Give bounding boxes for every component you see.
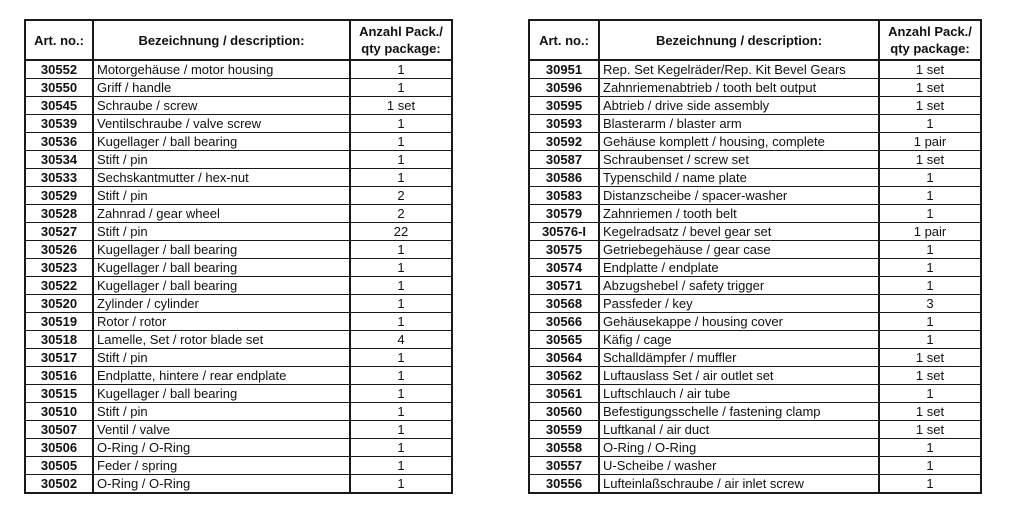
description-cell: Käfig / cage: [599, 331, 879, 349]
quantity-cell: 1: [879, 205, 981, 223]
art-number-cell: 30595: [529, 97, 599, 115]
table-row: [25, 205, 452, 223]
table-row: [25, 79, 452, 97]
art-number-cell: 30571: [529, 277, 599, 295]
description-cell: Getriebegehäuse / gear case: [599, 241, 879, 259]
quantity-cell: 3: [879, 295, 981, 313]
table-row: [25, 403, 452, 421]
art-no-header: Art. no.:: [529, 20, 599, 60]
art-number-cell: 30516: [25, 367, 93, 385]
art-number-cell: 30568: [529, 295, 599, 313]
quantity-cell: 1: [350, 133, 452, 151]
table-row: [25, 259, 452, 277]
quantity-cell: 1 set: [879, 349, 981, 367]
description-cell: Blasterarm / blaster arm: [599, 115, 879, 133]
parts-table-left: [24, 19, 453, 494]
table-row: [529, 439, 981, 457]
description-cell: Griff / handle: [93, 79, 350, 97]
quantity-cell: 1: [350, 385, 452, 403]
table-row: [25, 115, 452, 133]
description-header: Bezeichnung / description:: [93, 20, 350, 60]
quantity-cell: 1 pair: [879, 223, 981, 241]
table-row: [25, 295, 452, 313]
art-number-cell: 30529: [25, 187, 93, 205]
description-cell: Endplatte / endplate: [599, 259, 879, 277]
art-number-cell: 30557: [529, 457, 599, 475]
qty-header-line2: qty package:: [890, 41, 970, 56]
qty-header-line2: qty package:: [361, 41, 441, 56]
description-cell: Sechskantmutter / hex-nut: [93, 169, 350, 187]
description-cell: Motorgehäuse / motor housing: [93, 60, 350, 79]
quantity-cell: 1 pair: [879, 133, 981, 151]
description-cell: Luftschlauch / air tube: [599, 385, 879, 403]
quantity-cell: 2: [350, 205, 452, 223]
art-number-cell: 30536: [25, 133, 93, 151]
qty-header: [350, 20, 452, 60]
description-cell: Kugellager / ball bearing: [93, 259, 350, 277]
quantity-cell: 1: [350, 475, 452, 494]
quantity-cell: 1 set: [879, 151, 981, 169]
description-cell: Kugellager / ball bearing: [93, 277, 350, 295]
table-row: [25, 277, 452, 295]
table-row: [529, 313, 981, 331]
art-number-cell: 30564: [529, 349, 599, 367]
table-row: [25, 421, 452, 439]
qty-header-line1: Anzahl Pack./: [888, 24, 972, 39]
qty-header: [879, 20, 981, 60]
quantity-cell: 1 set: [879, 367, 981, 385]
art-number-cell: 30506: [25, 439, 93, 457]
quantity-cell: 1 set: [350, 97, 452, 115]
quantity-cell: 1: [350, 439, 452, 457]
art-number-cell: 30510: [25, 403, 93, 421]
quantity-cell: 1: [350, 169, 452, 187]
quantity-cell: 1: [350, 295, 452, 313]
header-row: [25, 20, 452, 60]
art-number-cell: 30576-I: [529, 223, 599, 241]
table-row: [529, 241, 981, 259]
art-number-cell: 30951: [529, 60, 599, 79]
quantity-cell: 1: [350, 79, 452, 97]
art-number-cell: 30561: [529, 385, 599, 403]
art-number-cell: 30523: [25, 259, 93, 277]
right-table-body: [529, 60, 981, 493]
description-cell: Zahnriemen / tooth belt: [599, 205, 879, 223]
description-cell: Ventil / valve: [93, 421, 350, 439]
description-cell: Rotor / rotor: [93, 313, 350, 331]
quantity-cell: 1 set: [879, 97, 981, 115]
table-row: [529, 133, 981, 151]
quantity-cell: 22: [350, 223, 452, 241]
table-row: [529, 79, 981, 97]
quantity-cell: 1: [879, 115, 981, 133]
table-row: [529, 115, 981, 133]
table-row: [25, 313, 452, 331]
quantity-cell: 1: [879, 259, 981, 277]
description-cell: Gehäusekappe / housing cover: [599, 313, 879, 331]
table-row: [529, 457, 981, 475]
quantity-cell: 1: [350, 367, 452, 385]
table-row: [529, 367, 981, 385]
art-number-cell: 30556: [529, 475, 599, 494]
table-row: [25, 241, 452, 259]
art-number-cell: 30527: [25, 223, 93, 241]
description-cell: Stift / pin: [93, 403, 350, 421]
quantity-cell: 1: [350, 349, 452, 367]
quantity-cell: 1: [350, 421, 452, 439]
art-number-cell: 30575: [529, 241, 599, 259]
table-row: [529, 205, 981, 223]
description-cell: O-Ring / O-Ring: [93, 475, 350, 494]
art-number-cell: 30534: [25, 151, 93, 169]
qty-header-line1: Anzahl Pack./: [359, 24, 443, 39]
quantity-cell: 1: [350, 457, 452, 475]
description-cell: Stift / pin: [93, 187, 350, 205]
art-number-cell: 30539: [25, 115, 93, 133]
quantity-cell: 1: [879, 277, 981, 295]
description-cell: Befestigungsschelle / fastening clamp: [599, 403, 879, 421]
description-cell: O-Ring / O-Ring: [93, 439, 350, 457]
art-number-cell: 30505: [25, 457, 93, 475]
description-cell: Stift / pin: [93, 223, 350, 241]
art-number-cell: 30502: [25, 475, 93, 494]
table-row: [25, 385, 452, 403]
table-row: [25, 187, 452, 205]
description-cell: Kugellager / ball bearing: [93, 385, 350, 403]
description-cell: Zahnrad / gear wheel: [93, 205, 350, 223]
description-cell: Gehäuse komplett / housing, complete: [599, 133, 879, 151]
art-number-cell: 30519: [25, 313, 93, 331]
description-cell: Luftauslass Set / air outlet set: [599, 367, 879, 385]
description-cell: Zahnriemenabtrieb / tooth belt output: [599, 79, 879, 97]
description-cell: Schraube / screw: [93, 97, 350, 115]
table-row: [529, 97, 981, 115]
art-number-cell: 30526: [25, 241, 93, 259]
art-number-cell: 30574: [529, 259, 599, 277]
quantity-cell: 1: [879, 385, 981, 403]
art-number-cell: 30507: [25, 421, 93, 439]
description-cell: Stift / pin: [93, 349, 350, 367]
description-cell: Feder / spring: [93, 457, 350, 475]
quantity-cell: 4: [350, 331, 452, 349]
art-number-cell: 30518: [25, 331, 93, 349]
description-cell: Typenschild / name plate: [599, 169, 879, 187]
table-row: [529, 259, 981, 277]
quantity-cell: 1: [350, 403, 452, 421]
art-number-cell: 30562: [529, 367, 599, 385]
table-row: [25, 349, 452, 367]
quantity-cell: 1: [879, 457, 981, 475]
table-row: [25, 133, 452, 151]
art-number-cell: 30583: [529, 187, 599, 205]
quantity-cell: 1: [350, 259, 452, 277]
description-cell: Abtrieb / drive side assembly: [599, 97, 879, 115]
table-row: [25, 331, 452, 349]
table-row: [25, 60, 452, 79]
description-cell: U-Scheibe / washer: [599, 457, 879, 475]
art-number-cell: 30533: [25, 169, 93, 187]
quantity-cell: 1: [350, 60, 452, 79]
quantity-cell: 2: [350, 187, 452, 205]
description-cell: Abzugshebel / safety trigger: [599, 277, 879, 295]
table-row: [529, 475, 981, 494]
table-row: [25, 457, 452, 475]
left-table-body: [25, 60, 452, 493]
quantity-cell: 1: [879, 169, 981, 187]
description-cell: Kegelradsatz / bevel gear set: [599, 223, 879, 241]
description-cell: Schraubenset / screw set: [599, 151, 879, 169]
art-number-cell: 30566: [529, 313, 599, 331]
table-row: [529, 223, 981, 241]
art-number-cell: 30559: [529, 421, 599, 439]
description-cell: Lamelle, Set / rotor blade set: [93, 331, 350, 349]
description-cell: Zylinder / cylinder: [93, 295, 350, 313]
art-number-cell: 30586: [529, 169, 599, 187]
quantity-cell: 1: [879, 313, 981, 331]
table-row: [529, 385, 981, 403]
parts-table-right: [528, 19, 982, 494]
table-row: [25, 169, 452, 187]
art-number-cell: 30596: [529, 79, 599, 97]
description-cell: Passfeder / key: [599, 295, 879, 313]
art-number-cell: 30587: [529, 151, 599, 169]
quantity-cell: 1: [879, 241, 981, 259]
art-number-cell: 30565: [529, 331, 599, 349]
table-row: [529, 169, 981, 187]
description-cell: Stift / pin: [93, 151, 350, 169]
description-cell: Lufteinlaßschraube / air inlet screw: [599, 475, 879, 494]
art-number-cell: 30522: [25, 277, 93, 295]
art-number-cell: 30558: [529, 439, 599, 457]
table-row: [25, 223, 452, 241]
art-number-cell: 30552: [25, 60, 93, 79]
description-cell: Ventilschraube / valve screw: [93, 115, 350, 133]
quantity-cell: 1: [350, 151, 452, 169]
art-number-cell: 30515: [25, 385, 93, 403]
description-cell: Endplatte, hintere / rear endplate: [93, 367, 350, 385]
art-number-cell: 30579: [529, 205, 599, 223]
description-cell: Distanzscheibe / spacer-washer: [599, 187, 879, 205]
table-row: [529, 421, 981, 439]
table-row: [25, 97, 452, 115]
table-row: [529, 403, 981, 421]
description-cell: Kugellager / ball bearing: [93, 241, 350, 259]
table-row: [25, 475, 452, 494]
art-number-cell: 30593: [529, 115, 599, 133]
table-row: [529, 331, 981, 349]
quantity-cell: 1: [350, 313, 452, 331]
table-row: [529, 349, 981, 367]
table-row: [529, 187, 981, 205]
art-number-cell: 30592: [529, 133, 599, 151]
art-number-cell: 30517: [25, 349, 93, 367]
table-row: [529, 277, 981, 295]
art-number-cell: 30560: [529, 403, 599, 421]
art-number-cell: 30520: [25, 295, 93, 313]
quantity-cell: 1 set: [879, 421, 981, 439]
description-header: Bezeichnung / description:: [599, 20, 879, 60]
quantity-cell: 1: [879, 331, 981, 349]
description-cell: O-Ring / O-Ring: [599, 439, 879, 457]
table-row: [25, 439, 452, 457]
description-cell: Schalldämpfer / muffler: [599, 349, 879, 367]
quantity-cell: 1 set: [879, 403, 981, 421]
table-row: [529, 295, 981, 313]
quantity-cell: 1 set: [879, 60, 981, 79]
quantity-cell: 1: [879, 439, 981, 457]
table-row: [25, 367, 452, 385]
description-cell: Kugellager / ball bearing: [93, 133, 350, 151]
quantity-cell: 1: [350, 277, 452, 295]
quantity-cell: 1: [350, 241, 452, 259]
description-cell: Luftkanal / air duct: [599, 421, 879, 439]
art-number-cell: 30528: [25, 205, 93, 223]
art-number-cell: 30545: [25, 97, 93, 115]
art-no-header: Art. no.:: [25, 20, 93, 60]
art-number-cell: 30550: [25, 79, 93, 97]
description-cell: Rep. Set Kegelräder/Rep. Kit Bevel Gears: [599, 60, 879, 79]
header-row: [529, 20, 981, 60]
table-row: [529, 60, 981, 79]
table-row: [529, 151, 981, 169]
quantity-cell: 1 set: [879, 79, 981, 97]
quantity-cell: 1: [350, 115, 452, 133]
quantity-cell: 1: [879, 187, 981, 205]
table-row: [25, 151, 452, 169]
quantity-cell: 1: [879, 475, 981, 494]
